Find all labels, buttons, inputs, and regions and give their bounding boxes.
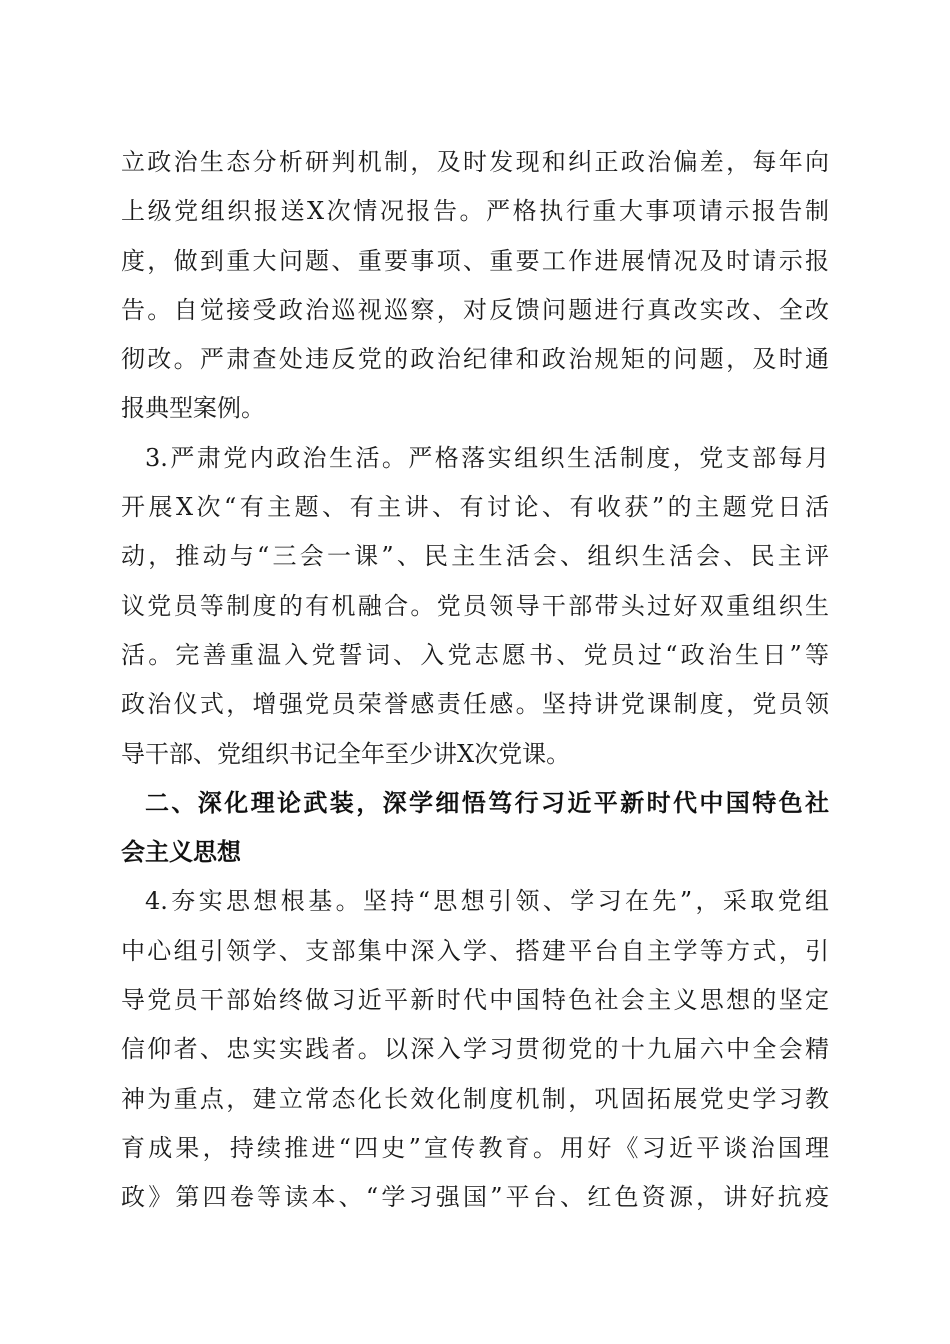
text-line: 报典型案例。 bbox=[121, 394, 265, 423]
text-line: 政治仪式，增强党员荣誉感责任感。坚持讲党课制度，党员领 bbox=[121, 690, 829, 719]
text-line: 3.严肃党内政治生活。严格落实组织生活制度，党支部每月 bbox=[145, 443, 829, 472]
text-line: 立政治生态分析研判机制，及时发现和纠正政治偏差，每年向 bbox=[121, 148, 829, 176]
text-line: 会主义思想 bbox=[121, 838, 241, 867]
paragraph bbox=[121, 434, 829, 779]
text-line: 告。自觉接受政治巡视巡察，对反馈问题进行真改实改、全改 bbox=[121, 295, 829, 324]
text-line: 神为重点，建立常态化长效化制度机制，巩固拓展党史学习教 bbox=[121, 1084, 829, 1113]
paragraph bbox=[121, 138, 829, 434]
text-line: 度，做到重大问题、重要事项、重要工作进展情况及时请示报 bbox=[121, 246, 829, 275]
text-line: 政》第四卷等读本、“学习强国”平台、红色资源，讲好抗疫 bbox=[121, 1183, 829, 1212]
text-line: 育成果，持续推进“四史”宣传教育。用好《习近平谈治国理 bbox=[121, 1133, 829, 1162]
text-line: 彻改。严肃查处违反党的政治纪律和政治规矩的问题，及时通 bbox=[121, 345, 829, 374]
text-line: 导党员干部始终做习近平新时代中国特色社会主义思想的坚定 bbox=[121, 986, 829, 1015]
paragraph bbox=[121, 877, 829, 1222]
text-line: 开展X次“有主题、有主讲、有讨论、有收获”的主题党日活 bbox=[121, 493, 829, 522]
text-line: 二、深化理论武装，深学细悟笃行习近平新时代中国特色社 bbox=[145, 788, 829, 817]
text-line: 动，推动与“三会一课”、民主生活会、组织生活会、民主评 bbox=[121, 542, 829, 571]
text-line: 信仰者、忠实实践者。以深入学习贯彻党的十九届六中全会精 bbox=[121, 1035, 829, 1064]
text-line: 活。完善重温入党誓词、入党志愿书、党员过“政治生日”等 bbox=[121, 640, 829, 669]
text-line: 上级党组织报送X次情况报告。严格执行重大事项请示报告制 bbox=[121, 197, 829, 226]
document-body bbox=[121, 138, 829, 1223]
section-heading bbox=[121, 779, 829, 878]
text-line: 4.夯实思想根基。坚持“思想引领、学习在先”，采取党组 bbox=[145, 887, 829, 916]
text-line: 中心组引领学、支部集中深入学、搭建平台自主学等方式，引 bbox=[121, 936, 829, 965]
text-line: 议党员等制度的有机融合。党员领导干部带头过好双重组织生 bbox=[121, 591, 829, 620]
text-line: 导干部、党组织书记全年至少讲X次党课。 bbox=[121, 739, 571, 768]
